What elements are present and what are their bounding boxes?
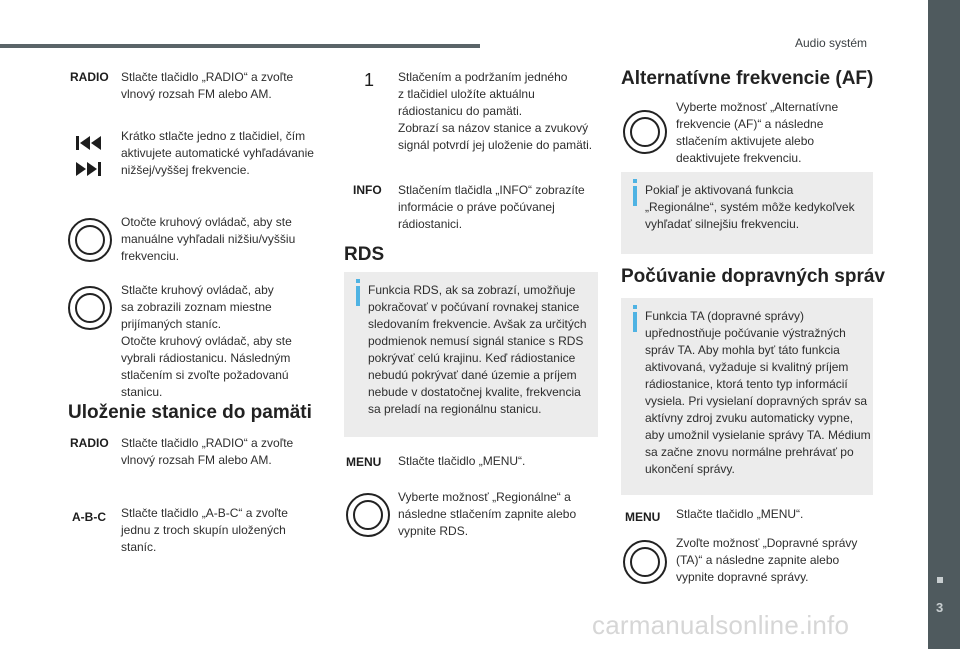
menu-button-label: MENU — [625, 510, 661, 524]
regional-instruction: Vyberte možnosť „Regionálne“ a následne stlačením zapnite alebo vypnite RDS. — [398, 490, 577, 538]
abc-button-label: A-B-C — [72, 510, 106, 524]
ta-instruction: Zvoľte možnosť „Dopravné správy (TA)“ a následne zapnite alebo vypnite dopravné správy. — [676, 536, 858, 584]
menu-button-label: MENU — [346, 455, 382, 469]
rotary-turn-instruction: Otočte kruhový ovládač, aby ste manuálne vyhľadali nižšiu/vyššiu frekvenciu. — [121, 215, 296, 263]
radio-instruction: Stlačte tlačidlo „RADIO“ a zvoľte vlnový rozsah FM alebo AM. — [121, 70, 294, 101]
info-instruction: Stlačením tlačidla „INFO“ zobrazíte informácie o práve počúvanej rádiostanici. — [398, 183, 585, 231]
af-info-box — [621, 172, 873, 254]
rotary-knob-icon — [68, 286, 112, 330]
top-rule — [0, 44, 480, 48]
page-marker — [937, 577, 943, 583]
page-number: 3 — [936, 600, 944, 615]
rds-info-box — [344, 272, 598, 437]
preset-button-label: 1 — [364, 70, 375, 90]
menu-instruction: Stlačte tlačidlo „MENU“. — [398, 454, 526, 468]
watermark: carmanualsonline.info — [592, 610, 850, 640]
chapter-title: Audio systém — [795, 36, 868, 50]
ta-info-box — [621, 298, 873, 495]
info-icon — [356, 286, 360, 306]
af-heading: Alternatívne frekvencie (AF) — [621, 68, 874, 89]
rotary-knob-icon — [623, 540, 667, 584]
info-icon — [633, 312, 637, 332]
preset-instruction: Stlačením a podržaním jedného z tlačidiel uložíte aktuálnu rádiostanicu do pamäti. Zobrazí sa názov stanice a zvukový signál potvrdí jej uloženie do pamäti. — [398, 70, 593, 152]
radio-button-label: RADIO — [70, 436, 109, 450]
info-icon — [633, 186, 637, 206]
rotary-knob-icon — [68, 218, 112, 262]
seek-buttons-icon — [74, 132, 104, 180]
af-instruction: Vyberte možnosť „Alternatívne frekvencie (AF)“ a následne stlačením aktivujete alebo deaktivujete frekvenciu. — [676, 100, 839, 165]
info-button-label: INFO — [353, 183, 382, 197]
ta-heading: Počúvanie dopravných správ — [621, 266, 885, 287]
seek-instruction: Krátko stlačte jedno z tlačidiel, čím aktivujete automatické vyhľadávanie nižšej/vyššej frekvencie. — [121, 129, 314, 177]
af-note: Pokiaľ je aktivovaná funkcia „Regionálne“, systém môže kedykoľvek vyhľadať silnejšiu frekvenciu. — [645, 183, 855, 231]
menu-instruction-2: Stlačte tlačidlo „MENU“. — [676, 507, 804, 521]
rds-note: Funkcia RDS, ak sa zobrazí, umožňuje pokračovať v počúvaní rovnakej stanice sledovaním frekvencie. Avšak za určitých podmienok nemusí signál stanice s RDS pokrývať celú krajinu. Keď rádiostanice nebudú pokrývať dané územie a príjem nebude v dostatočnej kvalite, frekvencia sa preladí na regionálnu stanicu. — [368, 283, 587, 416]
radio-button-label: RADIO — [70, 70, 109, 84]
memory-heading: Uloženie stanice do pamäti — [68, 402, 312, 423]
rotary-knob-icon — [346, 493, 390, 537]
rotary-press-instruction: Stlačte kruhový ovládač, aby sa zobrazili zoznam miestne prijímaných staníc. Otočte kruhový ovládač, aby ste vybrali rádiostanicu. Následným stlačením si zvoľte požadovanú stanicu. — [121, 283, 292, 399]
ta-note: Funkcia TA (dopravné správy) upřednostňuje počúvanie výstražných správ TA. Aby mohla byť táto funkcia aktivovaná, vyžaduje si kvalitný príjem rádiostanice, ktorá tento typ informácií vysiela. Pri vysielaní dopravných správ sa aktívny zdroj zvuku automaticky vypne, aby umožnil vysielanie správy TA. Médium sa začne znovu normálne prehrávať po ukončení správy. — [645, 309, 871, 476]
side-tab-bar — [928, 0, 960, 649]
abc-instruction: Stlačte tlačidlo „A-B-C“ a zvoľte jednu z troch skupín uložených staníc. — [121, 506, 288, 554]
radio-instruction-2: Stlačte tlačidlo „RADIO“ a zvoľte vlnový rozsah FM alebo AM. — [121, 436, 294, 467]
rds-heading: RDS — [344, 244, 385, 265]
rotary-knob-icon — [623, 110, 667, 154]
